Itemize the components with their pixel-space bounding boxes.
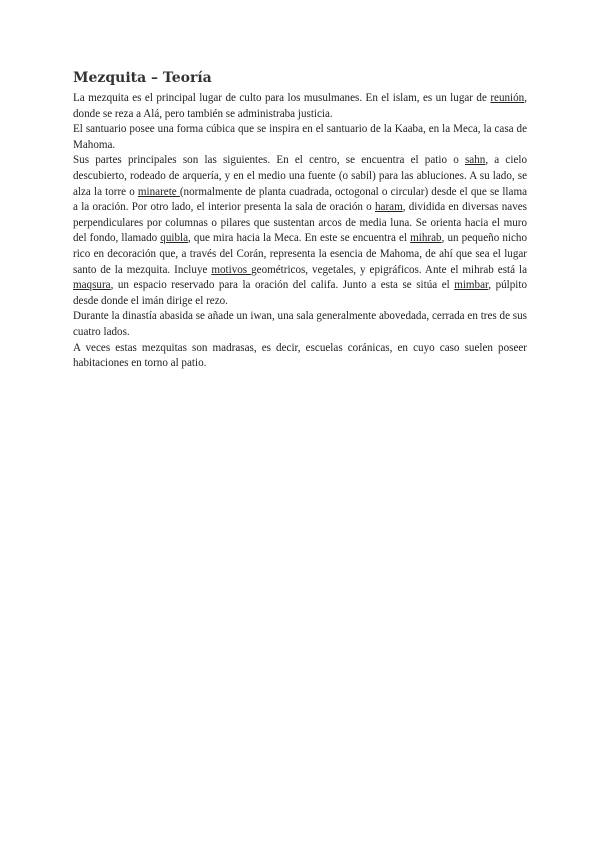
underlined-term-reunion: reunión: [490, 92, 525, 104]
text-run: , a cielo descubierto, rodeado de arquería, y en el medio una fuente (o sabil) para las abluciones. A su lado, se alza la torre o: [73, 154, 527, 198]
text-run: La mezquita es el principal lugar de culto para los musulmanes. En el islam, es un lugar de: [73, 92, 491, 104]
paragraph-partes: [73, 153, 527, 309]
paragraph-abasida: [73, 309, 527, 340]
text-run: Sus partes principales son las siguientes. En el centro, se encuentra el patio o: [73, 154, 465, 167]
text-run: , un pequeño nicho rico en decoración que, a través del Corán, representa la esencia de Mahoma, de ahí que sea el lugar santo de la mezquita. Incluye: [73, 232, 527, 276]
text-run: El santuario posee una forma cúbica que se inspira en el santuario de la Kaaba, en la Meca, la casa de Mahoma.: [73, 123, 527, 151]
underlined-term-mimbar: mimbar: [454, 279, 489, 292]
paragraph-santuario: [73, 122, 527, 153]
text-run: (normalmente de planta cuadrada, octogonal o circular) desde el que se llama a la oración. Por otro lado, el interior presenta la sala de oración o: [73, 185, 527, 214]
underlined-term-minarete: minarete: [137, 185, 180, 198]
text-run: , donde se reza a Alá, pero también se administraba justicia.: [73, 92, 527, 120]
underlined-term-maqsura: maqsura: [73, 279, 111, 292]
text-run: Durante la dinastía abasida se añade un iwan, una sala generalmente abovedada, cerrada en tres de sus cuatro lados.: [73, 310, 527, 338]
underlined-term-mihrab: mihrab: [410, 232, 442, 245]
text-run: , púlpito desde donde el imán dirige el rezo.: [73, 279, 527, 307]
text-run: geométricos, vegetales, y epigráficos. Ante el mihrab está la: [251, 263, 528, 276]
paragraph-madrasas: [73, 341, 527, 372]
text-run: , un espacio reservado para la oración del califa. Junto a esta se sitúa el: [110, 279, 455, 292]
document-page: [73, 68, 527, 372]
text-run: , que mira hacia la Meca. En este se encuentra el: [188, 232, 411, 245]
page-title: Mezquita – Teoría: [73, 70, 212, 86]
text-run: A veces estas mezquitas son madrasas, es decir, escuelas coránicas, en cuyo caso suelen poseer habitaciones en torno al patio.: [73, 341, 527, 370]
underlined-term-haram: haram: [375, 201, 403, 214]
underlined-term-sahn: sahn: [464, 154, 486, 167]
text-run: , dividida en diversas naves perpendiculares por columnas o pilares que sustentan arcos de media luna. Se orienta hacia el muro del fondo, llamado: [73, 201, 527, 245]
paragraph-intro: [73, 91, 527, 122]
underlined-term-quibla: quibla: [160, 232, 189, 245]
underlined-term-motivos: motivos: [211, 263, 252, 276]
